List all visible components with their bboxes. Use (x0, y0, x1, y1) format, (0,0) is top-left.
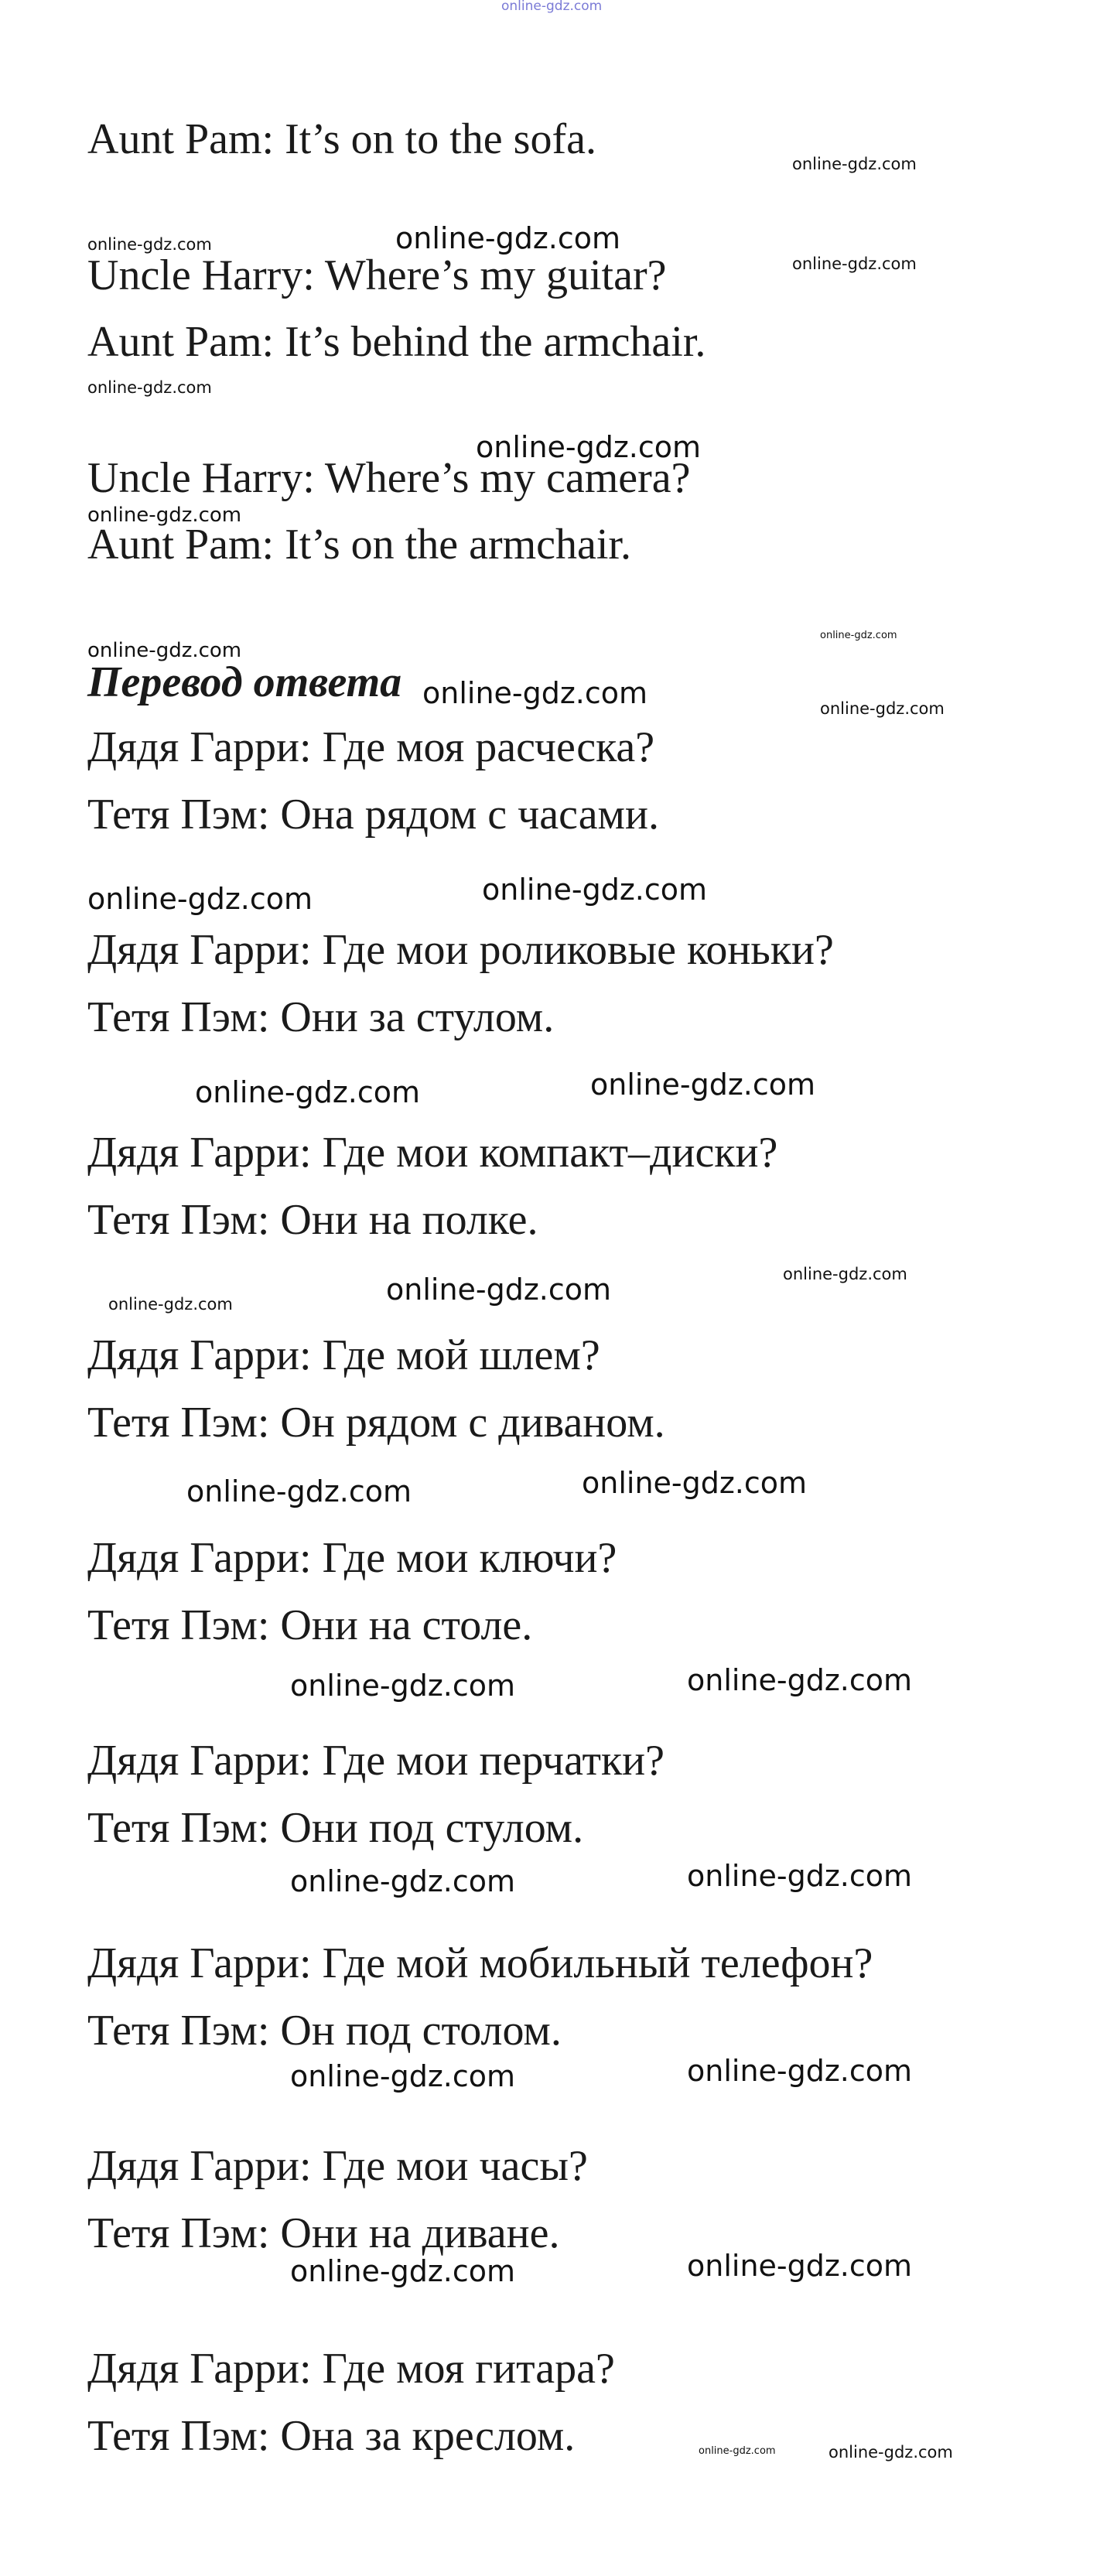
translation-line: Тетя Пэм: Они на столе. (87, 1601, 533, 1649)
watermark: online-gdz.com (195, 1075, 421, 1109)
watermark: online-gdz.com (687, 2249, 913, 2283)
translation-line: Тетя Пэм: Они на диване. (87, 2209, 560, 2257)
answer-line: Aunt Pam: It’s behind the armchair. (87, 318, 706, 366)
watermark: online-gdz.com (290, 1864, 516, 1898)
watermark: online-gdz.com (395, 221, 621, 255)
watermark: online-gdz.com (422, 676, 648, 710)
watermark: online-gdz.com (87, 504, 242, 527)
answer-line: Aunt Pam: It’s on the armchair. (87, 521, 631, 569)
translation-line: Тетя Пэм: Они за стулом. (87, 993, 555, 1041)
translation-line: Тетя Пэм: Они на полке. (87, 1196, 538, 1244)
watermark: online-gdz.com (792, 155, 917, 173)
watermark: online-gdz.com (699, 2445, 776, 2457)
translation-line: Дядя Гарри: Где мои компакт–диски? (87, 1129, 778, 1177)
watermark: online-gdz.com (290, 2254, 516, 2288)
answer-line: Uncle Harry: Where’s my camera? (87, 454, 691, 502)
watermark: online-gdz.com (820, 699, 945, 718)
watermark: online-gdz.com (290, 1669, 516, 1703)
watermark: online-gdz.com (476, 430, 702, 464)
translation-line: Дядя Гарри: Где мои часы? (87, 2142, 588, 2190)
translation-line: Дядя Гарри: Где мои роликовые коньки? (87, 926, 834, 974)
watermark: online-gdz.com (482, 873, 708, 907)
watermark: online-gdz.com (687, 1859, 913, 1893)
watermark: online-gdz.com (87, 378, 212, 397)
header-watermark: online-gdz.com (501, 0, 603, 14)
translation-line: Дядя Гарри: Где мои ключи? (87, 1534, 617, 1582)
watermark: online-gdz.com (687, 2054, 913, 2088)
watermark: online-gdz.com (590, 1068, 816, 1102)
translation-heading: Перевод ответа (87, 658, 402, 706)
translation-line: Дядя Гарри: Где мои перчатки? (87, 1737, 665, 1785)
translation-line: Тетя Пэм: Она за креслом. (87, 2412, 576, 2460)
answer-line: Uncle Harry: Where’s my guitar? (87, 251, 667, 299)
watermark: online-gdz.com (386, 1273, 612, 1307)
watermark: online-gdz.com (87, 639, 242, 662)
watermark: online-gdz.com (186, 1474, 412, 1508)
translation-line: Тетя Пэм: Он под столом. (87, 2007, 562, 2055)
watermark: online-gdz.com (582, 1466, 808, 1500)
watermark: online-gdz.com (783, 1265, 907, 1283)
translation-line: Тетя Пэм: Она рядом с часами. (87, 791, 659, 839)
translation-line: Тетя Пэм: Они под стулом. (87, 1804, 584, 1852)
translation-line: Дядя Гарри: Где моя расческа? (87, 723, 655, 771)
translation-line: Дядя Гарри: Где моя гитара? (87, 2345, 615, 2393)
watermark: online-gdz.com (108, 1295, 233, 1314)
answer-line: Aunt Pam: It’s on to the sofa. (87, 115, 596, 163)
watermark: online-gdz.com (87, 235, 212, 254)
translation-line: Дядя Гарри: Где мой мобильный телефон? (87, 1939, 873, 1987)
translation-line: Тетя Пэм: Он рядом с диваном. (87, 1399, 665, 1447)
watermark: online-gdz.com (792, 255, 917, 273)
watermark: online-gdz.com (820, 630, 897, 641)
watermark: online-gdz.com (687, 1663, 913, 1697)
watermark: online-gdz.com (829, 2443, 953, 2462)
translation-line: Дядя Гарри: Где мой шлем? (87, 1331, 600, 1379)
watermark: online-gdz.com (87, 882, 313, 916)
watermark: online-gdz.com (290, 2059, 516, 2093)
